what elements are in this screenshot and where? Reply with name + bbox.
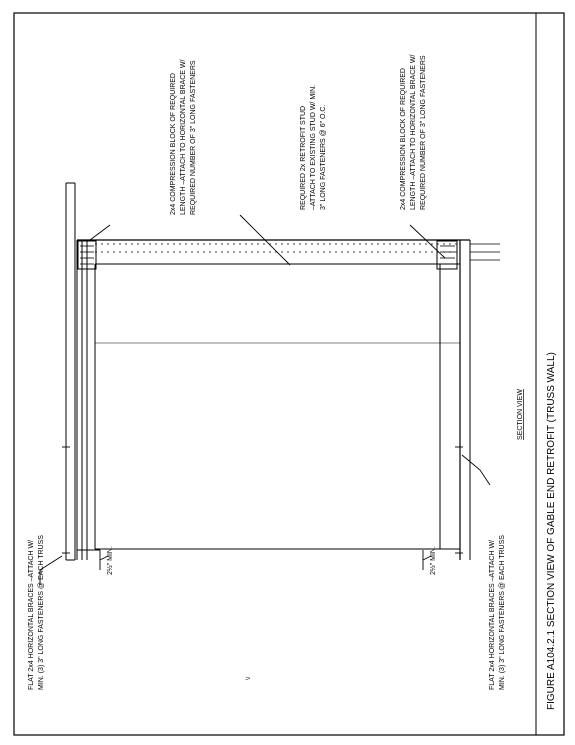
sheet-border	[14, 13, 564, 735]
dimension-label-top: 2½" MIN.	[107, 546, 114, 575]
leader-lines	[40, 215, 490, 585]
fastener-marks	[95, 244, 460, 252]
annotation-middle-line3: 3" LONG FASTENERS @ 6" O.C.	[320, 104, 327, 210]
annotation-bottom-right-line3: REQUIRED NUMBER OF 3" LONG FASTENERS	[420, 55, 427, 210]
annotation-top-left-line2: MIN. (3) 3" LONG FASTENERS @ EACH TRUSS	[38, 535, 45, 690]
annotation-top-right-line1: 2x4 COMPRESSION BLOCK OF REQUIRED	[170, 73, 177, 215]
annotation-top-right-line3: REQUIRED NUMBER OF 3" LONG FASTENERS	[190, 60, 197, 215]
brace-ticks	[62, 447, 463, 553]
annotation-top-left-line1: FLAT 2x4 HORIZONTAL BRACES –ATTACH W/	[28, 539, 35, 690]
annotation-bottom-right-line2: LENGTH –ATTACH TO HORIZONTAL BRACE W/	[410, 54, 417, 210]
annotation-bottom-left-line1: FLAT 2x4 HORIZONTAL BRACES –ATTACH W/	[489, 539, 496, 690]
annotation-middle-line2: –ATTACH TO EXISTING STUD W/ MIN.	[310, 84, 317, 210]
wall-top-plate	[66, 183, 75, 560]
annotation-top-right-line2: LENGTH –ATTACH TO HORIZONTAL BRACE W/	[180, 59, 187, 215]
figure-caption: FIGURE A104.2.1 SECTION VIEW OF GABLE END RETROFIT (TRUSS WALL)	[546, 352, 557, 710]
retrofit-studs	[77, 240, 470, 560]
annotation-middle-line1: REQUIRED 2x RETROFIT STUD	[300, 105, 307, 210]
dimension-label-bottom: 2½" MIN.	[430, 546, 437, 575]
stray-mark: \/	[246, 676, 252, 680]
section-view-label: SECTION VIEW	[517, 389, 524, 440]
annotation-bottom-left-line2: MIN. (3) 3" LONG FASTENERS @ EACH TRUSS	[499, 535, 506, 690]
annotation-bottom-right-line1: 2x4 COMPRESSION BLOCK OF REQUIRED	[400, 68, 407, 210]
horizontal-brace-band	[77, 240, 100, 560]
existing-wall-hatch	[470, 244, 500, 260]
